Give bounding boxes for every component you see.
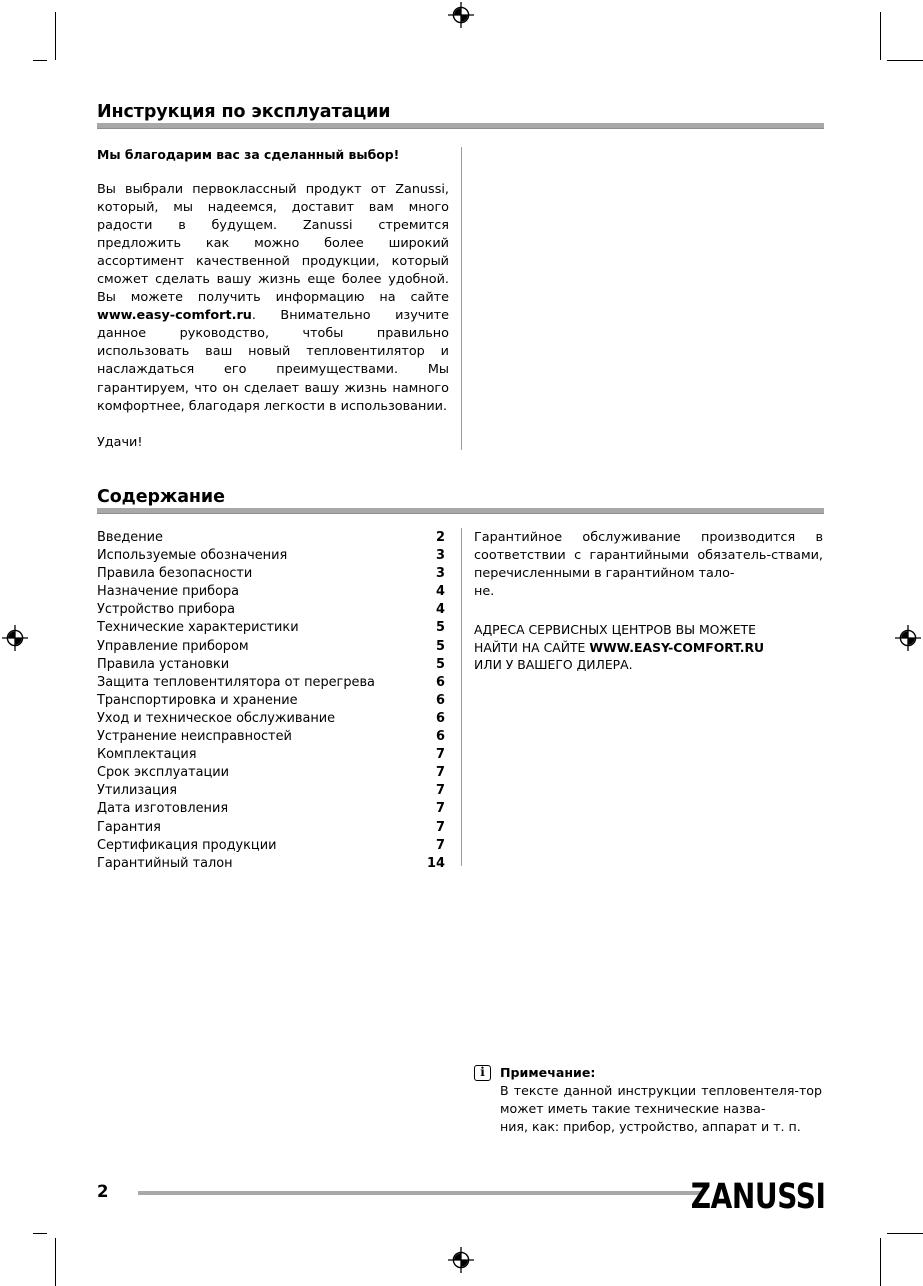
contents-rule bbox=[97, 508, 824, 514]
toc-row[interactable] bbox=[97, 638, 445, 656]
intro-paragraph-part1: Вы выбрали первоклассный продукт от Zanussi, который, мы надеемся, доставит вам много радости в будущем. Zanussi стремится предложить как можно более широкий ассортимент качественной продукции, который сможет сделать вашу жизнь еще более удобной. Вы можете получить информацию на сайте bbox=[97, 182, 449, 306]
intro-column-divider bbox=[461, 147, 462, 450]
toc-page-number: 7 bbox=[436, 765, 445, 781]
toc-row[interactable] bbox=[97, 837, 445, 855]
toc-row[interactable] bbox=[97, 782, 445, 800]
toc-row[interactable] bbox=[97, 619, 445, 637]
toc-label: Срок эксплуатации bbox=[97, 765, 230, 781]
toc-row[interactable] bbox=[97, 746, 445, 764]
toc-row[interactable] bbox=[97, 674, 445, 692]
toc-page-number: 5 bbox=[436, 638, 445, 654]
toc-label: Комплектация bbox=[97, 747, 197, 763]
service-centers-line1: АДРЕСА СЕРВИСНЫХ ЦЕНТРОВ ВЫ МОЖЕТЕ bbox=[474, 622, 756, 637]
toc-label: Устройство прибора bbox=[97, 602, 235, 618]
toc-row[interactable] bbox=[97, 583, 445, 601]
intro-site-link: www.easy-comfort.ru bbox=[97, 308, 252, 324]
toc-label: Защита тепловентилятора от перегрева bbox=[97, 674, 375, 690]
intro-closing: Удачи! bbox=[97, 435, 143, 450]
toc-label: Введение bbox=[97, 530, 163, 545]
table-of-contents bbox=[97, 529, 445, 873]
toc-page-number: 4 bbox=[436, 584, 445, 600]
warranty-paragraph bbox=[474, 529, 823, 601]
toc-row[interactable] bbox=[97, 819, 445, 837]
toc-label: Устранение неисправностей bbox=[97, 729, 292, 745]
service-centers-line2-prefix: НАЙТИ НА САЙТЕ bbox=[474, 639, 590, 655]
note-title: Примечание: bbox=[500, 1065, 596, 1080]
toc-row[interactable] bbox=[97, 692, 445, 710]
toc-label: Уход и техническое обслуживание bbox=[97, 710, 336, 726]
toc-row[interactable] bbox=[97, 728, 445, 746]
toc-label: Правила безопасности bbox=[97, 566, 253, 582]
toc-page-number: 7 bbox=[436, 801, 445, 817]
contents-title: Содержание bbox=[97, 487, 225, 507]
note-body-main: В тексте данной инструкции тепловентеля-тор может иметь такие технические назва- bbox=[500, 1083, 822, 1116]
toc-label: Дата изготовления bbox=[97, 801, 229, 817]
footer-rule bbox=[138, 1191, 704, 1195]
toc-page-number: 7 bbox=[436, 747, 445, 763]
title-rule bbox=[97, 123, 824, 129]
intro-paragraph-part2: . Внимательно изучите данное руководство, чтобы правильно использовать ваш новый тепловентилятор и наслаждаться его преимуществами. Мы гарантируем, что он сделает вашу жизнь намного комфортнее, благодаря легкости в использовании. bbox=[97, 308, 449, 414]
toc-page-number: 7 bbox=[436, 819, 445, 835]
toc-row[interactable] bbox=[97, 601, 445, 619]
toc-label: Утилизация bbox=[97, 783, 178, 799]
warranty-paragraph-last: не. bbox=[474, 584, 495, 600]
intro-paragraph bbox=[97, 181, 449, 416]
footer-page-number: 2 bbox=[97, 1182, 109, 1201]
toc-page-number: 4 bbox=[436, 602, 445, 618]
toc-label: Гарантия bbox=[97, 819, 161, 835]
toc-row[interactable] bbox=[97, 855, 445, 873]
service-centers-site: WWW.EASY-COMFORT.RU bbox=[589, 639, 765, 655]
page-title: Инструкция по эксплуатации bbox=[97, 102, 391, 122]
toc-label: Транспортировка и хранение bbox=[97, 692, 298, 708]
toc-page-number: 7 bbox=[436, 837, 445, 853]
toc-page-number: 2 bbox=[436, 530, 445, 545]
toc-page-number: 6 bbox=[436, 692, 445, 708]
toc-row[interactable] bbox=[97, 656, 445, 674]
toc-row[interactable] bbox=[97, 764, 445, 782]
toc-label: Назначение прибора bbox=[97, 584, 240, 600]
service-centers-block bbox=[474, 621, 823, 674]
service-centers-line3: ИЛИ У ВАШЕГО ДИЛЕРА. bbox=[474, 657, 633, 673]
toc-label: Технические характеристики bbox=[97, 620, 299, 636]
intro-lead: Мы благодарим вас за сделанный выбор! bbox=[97, 147, 400, 162]
contents-column-divider bbox=[461, 528, 462, 866]
toc-page-number: 3 bbox=[436, 566, 445, 582]
note-body bbox=[500, 1082, 822, 1135]
toc-row[interactable] bbox=[97, 565, 445, 583]
toc-label: Сертификация продукции bbox=[97, 837, 277, 853]
warranty-paragraph-main: Гарантийное обслуживание производится в соответствии с гарантийными обязатель-ствами, перечисленными в гарантийном тало- bbox=[474, 530, 823, 582]
toc-page-number: 3 bbox=[436, 548, 445, 564]
toc-page-number: 5 bbox=[436, 656, 445, 672]
brand-logo: ZANUSSI bbox=[691, 1177, 826, 1217]
toc-page-number: 6 bbox=[436, 674, 445, 690]
toc-label: Гарантийный талон bbox=[97, 855, 233, 871]
toc-page-number: 6 bbox=[436, 710, 445, 726]
toc-page-number: 5 bbox=[436, 620, 445, 636]
toc-label: Управление прибором bbox=[97, 638, 249, 654]
toc-row[interactable] bbox=[97, 710, 445, 728]
toc-row[interactable] bbox=[97, 800, 445, 818]
toc-row[interactable] bbox=[97, 529, 445, 547]
toc-label: Правила установки bbox=[97, 656, 230, 672]
toc-page-number: 6 bbox=[436, 729, 445, 745]
toc-page-number: 14 bbox=[427, 855, 445, 871]
toc-label: Используемые обозначения bbox=[97, 548, 288, 564]
toc-page-number: 7 bbox=[436, 783, 445, 799]
toc-row[interactable] bbox=[97, 547, 445, 565]
info-icon: i bbox=[474, 1065, 491, 1081]
note-body-last: ния, как: прибор, устройство, аппарат и т. п. bbox=[500, 1118, 801, 1134]
